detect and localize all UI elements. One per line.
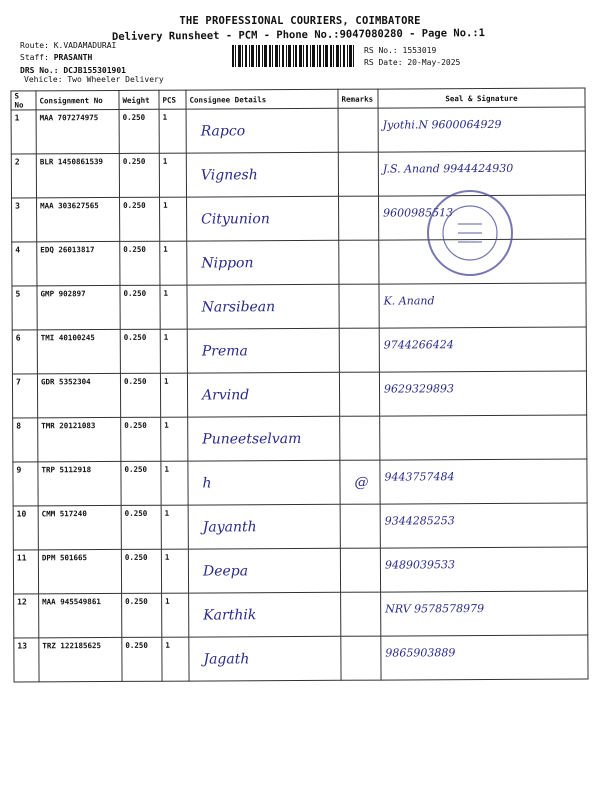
rs-date-line (364, 58, 460, 67)
sno-cell: 2 (11, 154, 36, 198)
consignment-no-cell: MAA 707274975 (36, 109, 119, 153)
signature-cell (380, 415, 587, 460)
route-line (20, 41, 116, 50)
col-remarks: Remarks (338, 89, 378, 108)
weight-cell: 0.250 (120, 197, 160, 241)
signature-handwriting: 9344285253 (384, 514, 455, 528)
pcs-cell: 1 (161, 549, 188, 593)
table-row (13, 503, 587, 550)
table-row (14, 635, 588, 682)
pcs-cell: 1 (160, 329, 187, 373)
weight-cell: 0.250 (121, 461, 161, 505)
pcs-cell: 1 (160, 197, 187, 241)
consignment-no-cell: TRP 5112918 (38, 461, 121, 505)
sno-cell: 8 (13, 418, 38, 462)
signature-handwriting: K. Anand (383, 294, 435, 308)
sno-cell: 9 (13, 462, 38, 506)
signature-handwriting: 9443757484 (384, 470, 455, 484)
vehicle-value: Two Wheeler Delivery (67, 75, 164, 84)
consignee-handwriting: Jayanth (202, 519, 257, 536)
consignee-handwriting: Nippon (201, 255, 254, 272)
consignee-handwriting: Vignesh (200, 167, 258, 184)
col-consignee: Consignee Details (186, 89, 338, 109)
table-row (12, 327, 586, 374)
remarks-cell (338, 152, 378, 196)
pcs-cell: 1 (160, 285, 187, 329)
weight-cell: 0.250 (121, 549, 161, 593)
drs-value: DCJB155301901 (63, 66, 126, 75)
signature-handwriting: J.S. Anand 9944424930 (382, 161, 514, 176)
weight-cell: 0.250 (119, 153, 159, 197)
remarks-cell (340, 548, 380, 592)
consignee-cell (188, 548, 340, 593)
weight-cell: 0.250 (120, 241, 160, 285)
rs-no-value: 1553019 (402, 46, 437, 55)
signature-handwriting: NRV 9578578979 (385, 602, 485, 616)
remarks-cell (339, 240, 379, 284)
signature-cell (379, 327, 586, 372)
signature-handwriting: Jyothi.N 9600064929 (382, 117, 502, 132)
signature-handwriting: 9489039533 (384, 558, 455, 572)
consignee-handwriting: Puneetselvam (202, 430, 302, 448)
consignment-no-cell: MAA 303627565 (37, 197, 120, 241)
sno-cell: 13 (14, 638, 39, 682)
rs-no-label: RS No.: (364, 46, 398, 55)
signature-cell (380, 503, 587, 548)
consignment-no-cell: DPM 501665 (38, 549, 121, 593)
barcode-image (232, 45, 354, 67)
route-value: K.VADAMADURAI (53, 41, 117, 50)
consignee-handwriting: Arvind (202, 387, 250, 404)
signature-handwriting: 9600985513 (383, 206, 454, 220)
table-row (13, 415, 587, 462)
consignee-cell (188, 460, 340, 505)
consignee-handwriting: Rapco (200, 123, 246, 140)
weight-cell: 0.250 (120, 285, 160, 329)
sno-cell: 3 (12, 198, 37, 242)
table-row (14, 591, 588, 638)
weight-cell: 0.250 (121, 505, 161, 549)
pcs-cell: 1 (162, 637, 189, 681)
signature-cell (378, 107, 585, 152)
sno-cell: 6 (12, 330, 37, 374)
remarks-cell (340, 504, 380, 548)
consignee-handwriting: Prema (201, 343, 248, 360)
consignee-cell (187, 240, 339, 285)
consignee-cell (187, 372, 339, 417)
consignee-cell (189, 636, 341, 681)
consignee-cell (188, 504, 340, 549)
consignment-no-cell: GDR 5352304 (37, 373, 120, 417)
remarks-cell (339, 328, 379, 372)
weight-cell: 0.250 (121, 417, 161, 461)
consignment-no-cell: CMM 517240 (38, 505, 121, 549)
runsheet-subtitle: Delivery Runsheet - PCM - Phone No.:9047080280 - Page No.:1 (111, 27, 486, 43)
signature-cell (381, 635, 588, 680)
pcs-cell: 1 (161, 461, 188, 505)
company-title: THE PROFESSIONAL COURIERS, COIMBATORE (179, 15, 421, 27)
consignee-handwriting: h (202, 475, 212, 492)
rs-date-value: 20-May-2025 (407, 58, 461, 67)
remarks-cell (341, 592, 381, 636)
consignee-handwriting: Deepa (202, 563, 249, 580)
drs-label: DRS No.: (20, 66, 59, 75)
consignee-cell (189, 592, 341, 637)
staff-value: PRASANTH (53, 53, 93, 62)
remarks-cell (339, 284, 379, 328)
weight-cell: 0.250 (122, 637, 162, 681)
runsheet-table (10, 87, 588, 682)
consignee-cell (186, 108, 338, 153)
remarks-cell (341, 636, 381, 680)
weight-cell: 0.250 (120, 373, 160, 417)
consignee-handwriting: Karthik (203, 607, 257, 624)
consignee-handwriting: Cityunion (201, 211, 270, 228)
drs-line (20, 66, 126, 75)
rs-no-line (364, 46, 436, 55)
signature-cell (380, 547, 587, 592)
pcs-cell: 1 (160, 241, 187, 285)
weight-cell: 0.250 (120, 329, 160, 373)
signature-cell (381, 591, 588, 636)
pcs-cell: 1 (159, 109, 186, 153)
signature-cell (380, 459, 587, 504)
signature-cell (379, 283, 586, 328)
route-label: Route: (20, 41, 49, 50)
sno-cell: 10 (13, 506, 38, 550)
consignment-no-cell: TMI 40100245 (37, 329, 120, 373)
pcs-cell: 1 (161, 505, 188, 549)
company-stamp-image (425, 188, 515, 278)
table-row (13, 459, 587, 506)
sno-cell: 4 (12, 242, 37, 286)
pcs-cell: 1 (159, 153, 186, 197)
sno-cell: 7 (12, 374, 37, 418)
pcs-cell: 1 (161, 417, 188, 461)
weight-cell: 0.250 (119, 109, 159, 153)
vehicle-line (24, 75, 164, 84)
table-row (12, 283, 586, 330)
sno-cell: 1 (11, 110, 36, 154)
consignee-cell (186, 152, 338, 197)
col-pcs: PCS (159, 90, 186, 109)
signature-cell (379, 371, 586, 416)
col-weight: Weight (119, 90, 159, 109)
remarks-cell (340, 460, 380, 504)
pcs-cell: 1 (162, 593, 189, 637)
rs-date-label: RS Date: (364, 58, 403, 67)
consignee-cell (187, 196, 339, 241)
consignee-handwriting: Jagath (203, 651, 250, 668)
consignee-cell (187, 328, 339, 373)
weight-cell: 0.250 (122, 593, 162, 637)
col-seal-signature: Seal & Signature (378, 88, 585, 108)
consignment-no-cell: MAA 945549861 (39, 593, 122, 637)
sno-cell: 11 (13, 550, 38, 594)
table-row (11, 107, 585, 154)
consignment-no-cell: TMR 20121083 (38, 417, 121, 461)
signature-handwriting: 9865903889 (385, 646, 456, 660)
remarks-cell (338, 108, 378, 152)
sno-cell: 5 (12, 286, 37, 330)
remarks-cell (340, 416, 380, 460)
col-consignment: Consignment No (36, 90, 119, 109)
table-row (12, 371, 586, 418)
remarks-handwriting: @ (354, 474, 369, 491)
remarks-cell (339, 196, 379, 240)
signature-handwriting: 9744266424 (383, 338, 454, 352)
consignee-cell (188, 416, 340, 461)
consignment-no-cell: GMP 902897 (37, 285, 120, 329)
consignment-no-cell: EDQ 26013817 (37, 241, 120, 285)
consignment-no-cell: TRZ 122185625 (39, 637, 122, 681)
col-sno: S No (11, 91, 36, 110)
consignee-cell (187, 284, 339, 329)
staff-label: Staff: (20, 53, 49, 62)
remarks-cell (339, 372, 379, 416)
staff-line (20, 53, 92, 62)
consignee-handwriting: Narsibean (201, 299, 276, 316)
sno-cell: 12 (14, 594, 39, 638)
vehicle-label: Vehicle: (24, 75, 63, 84)
signature-handwriting: 9629329893 (383, 382, 455, 396)
pcs-cell: 1 (160, 373, 187, 417)
table-row (13, 547, 587, 594)
consignment-no-cell: BLR 1450861539 (36, 153, 119, 197)
